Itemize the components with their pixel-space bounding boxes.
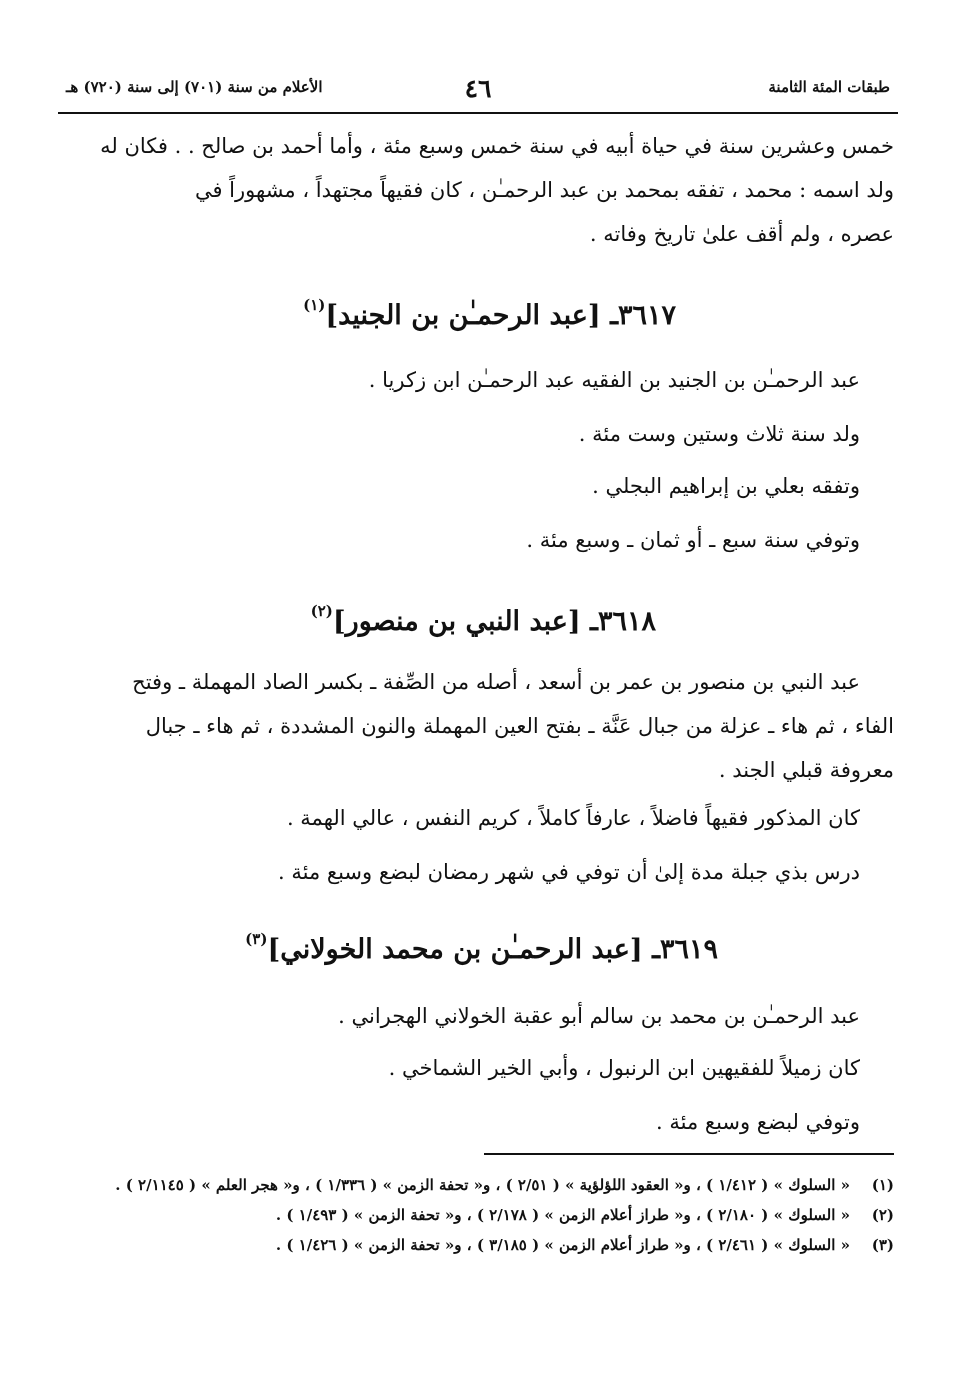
entry-line: وتوفي لبضع وسبع مئة . (656, 1110, 860, 1134)
entry-title: ٣٦١٩ـ [عبد الرحمـٰن بن محمد الخولاني] (267, 934, 718, 965)
entry-line: كان زميلاً للفقيهين ابن الرنبول ، وأبي الخير الشماخي . (388, 1056, 860, 1080)
intro-line: عصره ، ولم أقف علىٰ تاريخ وفاته . (589, 222, 894, 246)
footnote-ref: (٢) (310, 602, 333, 620)
footnote (62, 1202, 894, 1228)
page-number: ٤٦ (464, 74, 492, 103)
entry-para-line: الفاء ، ثم هاء ـ عزلة من جبال عَنَّة ـ بفتح العين المهملة والنون المشددة ، ثم هاء ـ جبال (145, 714, 894, 738)
footnotes (62, 1172, 894, 1262)
entry-line: عبد الرحمـٰن بن محمد بن سالم أبو عقبة الخولاني الهجراني . (338, 1004, 860, 1028)
footnote-number: (٢) (871, 1206, 894, 1224)
footnote-ref: (١) (303, 296, 326, 314)
intro-line: ولد اسمه : محمد ، تفقه بمحمد بن عبد الرحمـٰن ، كان فقيهاً مجتهداً ، مشهوراً في (194, 178, 894, 202)
header-year-range: الأعلام من سنة (٧٠١) إلى سنة (٧٢٠) هـ (66, 78, 323, 96)
entry-para-line: عبد النبي بن منصور بن عمر بن أسعد ، أصله من الصِّفة ـ بكسر الصاد المهملة ـ وفتح (132, 670, 860, 694)
footnote-text: « السلوك » ( ٢/١٨٠ ) ، و« طراز أعلام الزمن » ( ٢/١٧٨ ) ، و« تحفة الزمن » ( ١/٤٩٣ ) . (275, 1206, 850, 1224)
entry-line: وتوفي سنة سبع ـ أو ثمان ـ وسبع مئة . (526, 528, 860, 552)
footnote (62, 1172, 894, 1198)
footnote-divider (484, 1153, 894, 1155)
entry-line: كان المذكور فقيهاً فاضلاً ، عارفاً كاملاً ، كريم النفس ، عالي الهمة . (286, 806, 860, 830)
running-header (58, 68, 898, 114)
footnote-ref: (٣) (245, 930, 268, 948)
entry-line: عبد الرحمـٰن بن الجنيد بن الفقيه عبد الرحمـٰن ابن زكريا . (368, 368, 860, 392)
entry-heading-3617 (303, 296, 676, 331)
footnote-number: (٣) (871, 1236, 894, 1254)
entry-title: ٣٦١٨ـ [عبد النبي بن منصور] (332, 606, 656, 637)
entry-heading-3619 (245, 930, 718, 965)
intro-line: خمس وعشرين سنة في حياة أبيه في سنة خمس وسبع مئة ، وأما أحمد بن صالح . . فكان له (100, 134, 894, 158)
intro-paragraph (62, 124, 894, 256)
entry-title: ٣٦١٧ـ [عبد الرحمـٰن بن الجنيد] (325, 300, 676, 331)
entry-paragraph (62, 660, 894, 792)
header-book-section: طبقات المئة الثامنة (768, 78, 890, 96)
footnote-number: (١) (871, 1176, 894, 1194)
entry-line: وتفقه بعلي بن إبراهيم البجلي . (592, 474, 860, 498)
entry-line: درس بذي جبلة مدة إلىٰ أن توفي في شهر رمضان لبضع وسبع مئة . (278, 860, 860, 884)
footnote-text: « السلوك » ( ١/٤١٢ ) ، و« العقود اللؤلؤية » ( ٢/٥١ ) ، و« تحفة الزمن » ( ١/٣٣٦ ) ، و« هجر العلم » ( ٢/١١٤٥ ) . (115, 1176, 850, 1194)
footnote-text: « السلوك » ( ٢/٤٦١ ) ، و« طراز أعلام الزمن » ( ٣/١٨٥ ) ، و« تحفة الزمن » ( ١/٤٢٦ ) . (275, 1236, 850, 1254)
footnote (62, 1232, 894, 1258)
entry-line: ولد سنة ثلاث وستين وست مئة . (578, 422, 860, 446)
entry-heading-3618 (310, 602, 656, 637)
entry-para-line: معروفة قبلي الجند . (718, 758, 894, 782)
